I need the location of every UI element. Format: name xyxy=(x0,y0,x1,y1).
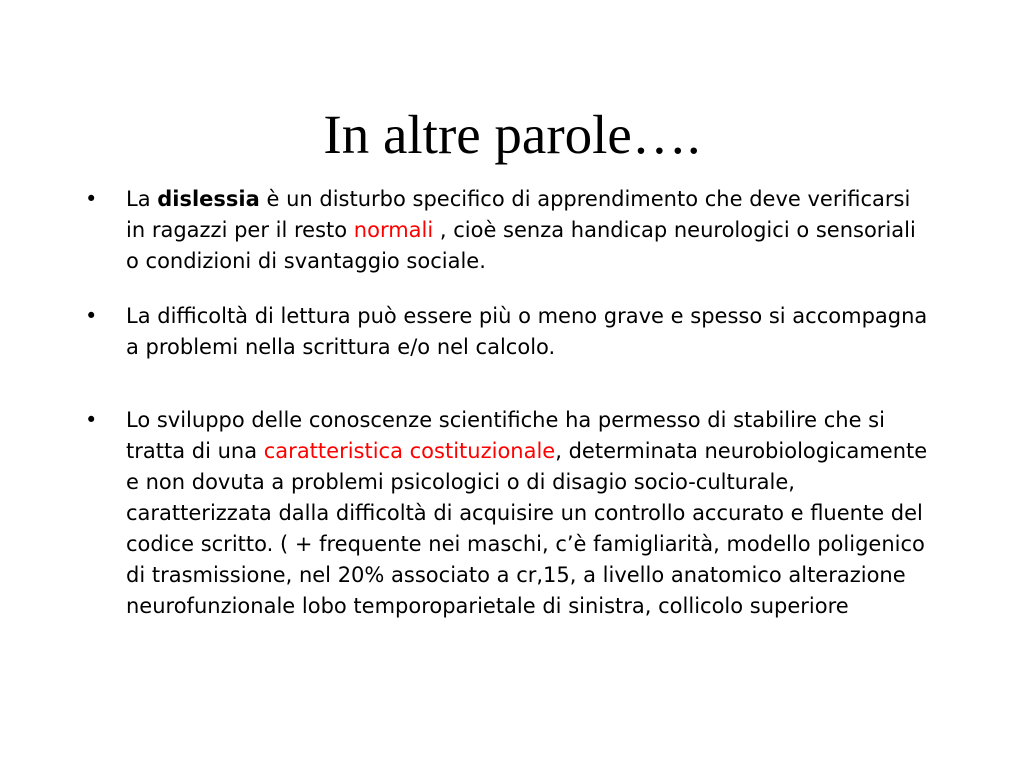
text-segment: , cioè senza handicap neurologici o sensoriali o condizioni di svantaggio sociale. xyxy=(126,218,916,273)
text-segment: La xyxy=(126,187,158,211)
bullet-item-difficolta xyxy=(85,301,935,363)
bullet-text xyxy=(126,408,927,618)
bullet-icon: • xyxy=(85,187,98,211)
text-segment: è un disturbo specifico di apprendimento che deve verificarsi in ragazzi per il resto xyxy=(126,187,911,242)
text-segment: La difficoltà di lettura può essere più o meno grave e spesso si accompagna a problemi nella scrittura e/o nel calcolo. xyxy=(126,304,928,359)
bullet-text xyxy=(126,187,916,273)
slide-title: In altre parole…. xyxy=(323,104,701,165)
text-segment: Lo sviluppo delle conoscenze scientifiche ha permesso di stabilire che si tratta di una xyxy=(126,408,885,463)
bullet-icon: • xyxy=(85,304,98,328)
bullet-icon: • xyxy=(85,408,98,432)
text-segment: , determinata neurobiologicamente e non dovuta a problemi psicologici o di disagio socio-culturale, caratterizzata dalla difficoltà di acquisire un controllo accurato e fluente del codice scritto. ( + frequente nei maschi, c’è famigliarità, modello poligenico di trasmissione, nel 20% associato a cr,15, a livello anatomico alterazione neurofunzionale lobo temporoparietale di sinistra, collicolo superiore xyxy=(126,439,928,618)
keyword-dislessia: dislessia xyxy=(157,187,260,211)
highlight-normali: normali xyxy=(353,218,434,242)
bullet-item-dislessia xyxy=(85,184,935,277)
bullet-list xyxy=(85,184,935,646)
highlight-caratteristica-costituzionale: caratteristica costituzionale xyxy=(263,439,556,463)
bullet-item-sviluppo xyxy=(85,405,935,622)
bullet-text xyxy=(126,304,927,359)
